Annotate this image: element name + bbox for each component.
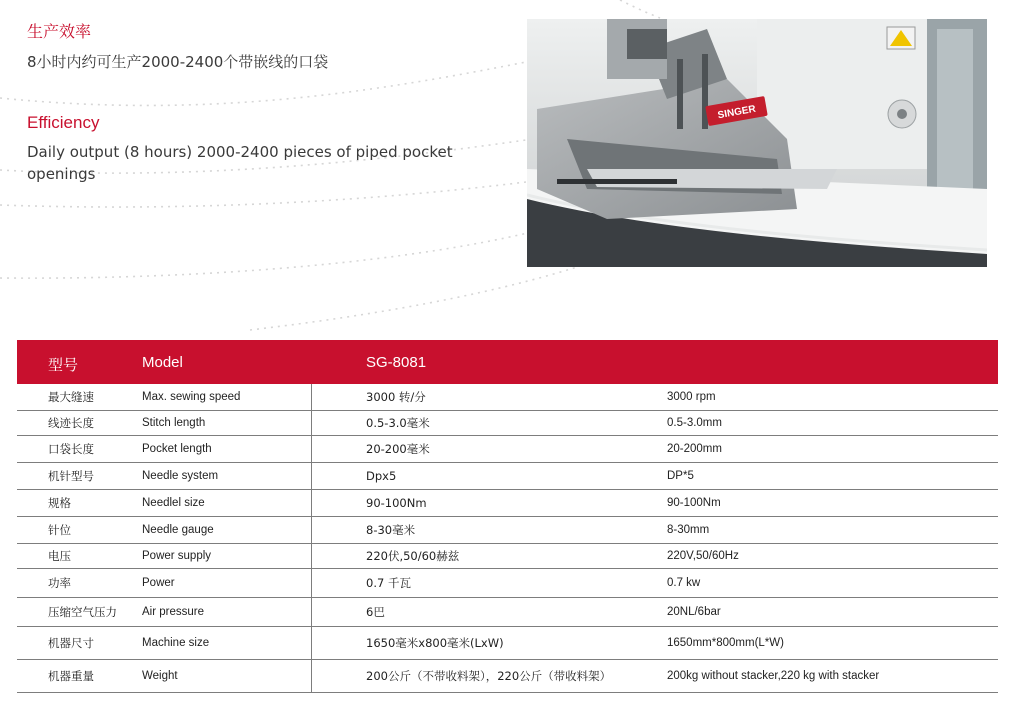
row-value-en: 0.7 kw	[667, 577, 701, 589]
table-row	[17, 384, 998, 411]
row-label-cn: 压缩空气压力	[48, 605, 117, 619]
row-label-en: Needle system	[142, 470, 219, 482]
row-value-en: 20NL/6bar	[667, 606, 721, 618]
row-label-en: Power	[142, 577, 175, 589]
header-model-en: Model	[142, 354, 183, 371]
row-value-cn: 0.7 千瓦	[366, 576, 411, 590]
table-row	[17, 517, 998, 544]
table-row	[17, 660, 998, 693]
row-label-en: Weight	[142, 670, 178, 682]
row-label-cn: 规格	[48, 496, 71, 510]
row-value-en: 90-100Nm	[667, 497, 721, 509]
singer-brand-label: SINGER	[716, 103, 757, 122]
row-label-en: Needlel size	[142, 497, 205, 509]
row-value-cn: 20-200毫米	[366, 442, 430, 456]
table-row	[17, 411, 998, 436]
row-value-en: 8-30mm	[667, 524, 710, 536]
row-label-en: Needle gauge	[142, 524, 214, 536]
row-label-cn: 口袋长度	[48, 442, 94, 456]
row-value-cn: 0.5-3.0毫米	[366, 416, 430, 430]
row-value-en: 200kg without stacker,220 kg with stacker	[667, 670, 880, 682]
row-label-cn: 机器重量	[48, 669, 94, 683]
row-label-cn: 最大缝速	[48, 390, 94, 404]
row-label-en: Machine size	[142, 637, 210, 649]
row-value-cn: 8-30毫米	[366, 523, 416, 537]
efficiency-en-title: Efficiency	[27, 113, 100, 132]
row-label-cn: 功率	[48, 576, 71, 590]
row-value-en: 20-200mm	[667, 443, 722, 455]
table-row	[17, 544, 998, 569]
row-value-cn: 200公斤（不带收料架），220公斤（带收料架）	[366, 669, 612, 683]
table-row	[17, 463, 998, 490]
column-divider	[311, 384, 312, 693]
row-label-cn: 针位	[48, 523, 71, 537]
table-row	[17, 490, 998, 517]
row-value-cn: Dpx5	[366, 469, 397, 483]
spec-header	[17, 340, 998, 384]
row-label-cn: 电压	[48, 549, 71, 563]
row-value-en: DP*5	[667, 470, 694, 482]
row-label-en: Pocket length	[142, 443, 212, 455]
row-label-en: Stitch length	[142, 417, 206, 429]
row-label-en: Max. sewing speed	[142, 391, 241, 403]
row-value-cn: 6巴	[366, 605, 385, 619]
row-value-cn: 3000 转/分	[366, 390, 426, 404]
row-label-en: Power supply	[142, 550, 212, 562]
row-value-cn: 90-100Nm	[366, 496, 427, 510]
row-label-cn: 机针型号	[48, 469, 94, 483]
table-row	[17, 627, 998, 660]
row-value-cn: 1650毫米x800毫米(LxW)	[366, 636, 504, 650]
table-row	[17, 598, 998, 627]
machine-photo	[527, 19, 987, 267]
row-value-en: 1650mm*800mm(L*W)	[667, 637, 784, 649]
header-model-value: SG-8081	[366, 354, 427, 371]
efficiency-cn-body: 8小时内约可生产2000-2400个带嵌线的口袋	[27, 53, 329, 71]
row-value-en: 3000 rpm	[667, 391, 716, 403]
spec-rows	[17, 384, 998, 693]
efficiency-cn-title: 生产效率	[27, 22, 92, 41]
row-value-en: 220V,50/60Hz	[667, 550, 739, 562]
table-row	[17, 569, 998, 598]
efficiency-en-body: Daily output (8 hours) 2000-2400 pieces of piped pocket openings	[27, 143, 453, 183]
header-model-cn: 型号	[48, 356, 79, 374]
sewing-machine-photo-icon	[527, 19, 987, 267]
row-label-cn: 线迹长度	[48, 416, 94, 430]
row-label-en: Air pressure	[142, 606, 204, 618]
row-value-en: 0.5-3.0mm	[667, 417, 722, 429]
spec-table	[17, 340, 998, 693]
table-row	[17, 436, 998, 463]
row-label-cn: 机器尺寸	[48, 636, 94, 650]
row-value-cn: 220伏,50/60赫兹	[366, 549, 460, 563]
